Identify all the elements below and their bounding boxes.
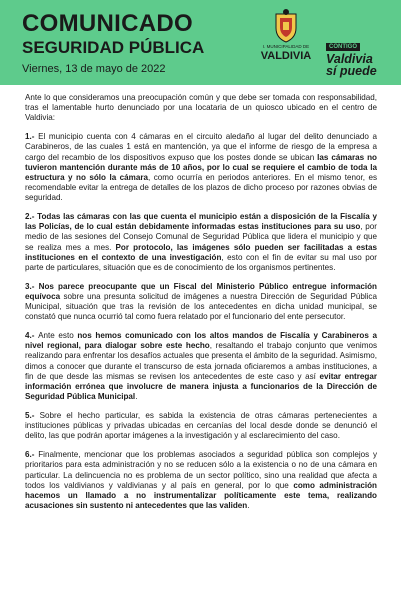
point-text: Sobre el hecho particular, es sabida la existencia de otras cámaras pertenecientes a instituciones públicas y privadas ubicadas en cercanías del local desde donde se denunció el delito, las que podrán aportar imágenes a la investigación y al esclarecimiento del caso. [25,410,378,441]
point-text: Finalmente, mencionar que los problemas asociados a seguridad pública son complejos y prioritarios para esta administración y no se reducen sólo a la existencia o no de una cámara en particular. La delincuencia no es problema de un sector político, sino una realidad que afecta a todos los valdivianos y valdivianas y al país en general, por lo que [25,450,377,490]
municipality-name: VALDIVIA [260,50,312,62]
point-text: las cámaras no tuvieron mantención durante más de 10 años, por lo cual se requiere el cambio de toda la estructura y no sólo la cámara [25,152,377,182]
point-text: . [247,501,250,511]
point-text: , como ocurría en periodos anteriores. En el mismo tenor, es recomendable evitar la entrega de detalles de los plazos de dicho proceso por razones obvias de seguridad. [25,172,377,203]
slogan-line-1: Valdivia [326,52,373,66]
point-paragraph [25,450,377,511]
point-text: evitar entregar información errónea que involucre de manera injusta a funcionarios de la Dirección de Seguridad Pública Municipal [25,371,377,402]
point-text: nos hemos comunicado con los altos mandos de Fiscalía y Carabineros a nivel regional, para dialogar sobre este hecho [25,331,377,351]
header-banner [0,0,401,85]
point-paragraph [25,282,377,323]
slogan-line-2: sí puede [326,64,377,78]
point-text: 2.- Todas las cámaras con las que cuenta el municipio están a disposición de la Fiscalía y las Policías, de lo cual están debidamente informadas estas instituciones para su uso [25,212,377,232]
point-text: 5.- [25,410,40,420]
point-text: El municipio cuenta con 4 cámaras en el circuito aledaño al lugar del delito denunciado a Carabineros, de las cuales 1 está en mantención, ya que el informe de riesgo de la empresa a cargo del recambio de los dispositivos expuso que los postes donde se ubican [25,132,377,162]
slogan-logo [326,35,396,77]
point-text: sobre una presunta solicitud de imágenes a nuestra Dirección de Seguridad Pública Municipal, situación que tras la revisión de los antecedentes en dicha unidad municipal, se constató que nunca ocurrió tal como fuera relatado por el funcionario del ente persecutor. [25,291,377,322]
document-date: Viernes, 13 de mayo de 2022 [22,63,166,75]
municipal-crest-icon [272,8,300,44]
point-text: 3.- Nos parece preocupante que un Fiscal del Ministerio Público entregue información equívoca [25,281,377,301]
point-paragraph [25,212,377,273]
document-subtitle: SEGURIDAD PÚBLICA [22,38,205,57]
point-paragraph [25,132,377,203]
point-text: , resaltando el trabajo conjunto que venimos realizando para enfrentar los desafíos actuales que presenta el ámbito de la seguridad. Asimismo, dimos a conocer que durante el transcurso de esta jornada oficiaremos a ambas instituciones, a fin de que desde las mismas se revisen los antecedentes de este caso y así [25,341,377,381]
point-text: 4.- [25,331,39,341]
point-text: . [135,392,138,402]
document-title: COMUNICADO [22,10,193,37]
point-text: , esto con el fin de evitar su mal uso por parte de particulares, situación que es de conocimiento de los organismos pertinentes. [25,252,377,273]
municipality-label: I. MUNICIPALIDAD DE [262,44,310,49]
point-text: , por medio de las sesiones del Consejo Comunal de Seguridad Pública que lidera el municipio y que se realiza mes a mes. [25,222,377,252]
contigo-badge: CONTIGO [326,43,360,51]
point-paragraph [25,331,377,402]
point-paragraph [25,411,377,442]
point-text: como administración hacemos un llamado a no instrumentalizar políticamente este tema, realizando acusaciones sin sustento ni antecedentes que las validen [25,480,377,511]
document-body [25,93,377,520]
point-text: Por protocolo, las imágenes sólo pueden ser facilitadas a estas instituciones en el contexto de una investigación [25,242,377,262]
point-text: 1.- [25,132,39,142]
point-text: Ante esto [38,331,78,341]
intro-paragraph: Ante lo que consideramos una preocupación común y que debe ser tomada con responsabilidad, tras el lamentable hurto denunciado por una locataria de un quiosco ubicado en el centro de Valdivia: [25,93,377,123]
point-text: 6.- [25,450,39,460]
